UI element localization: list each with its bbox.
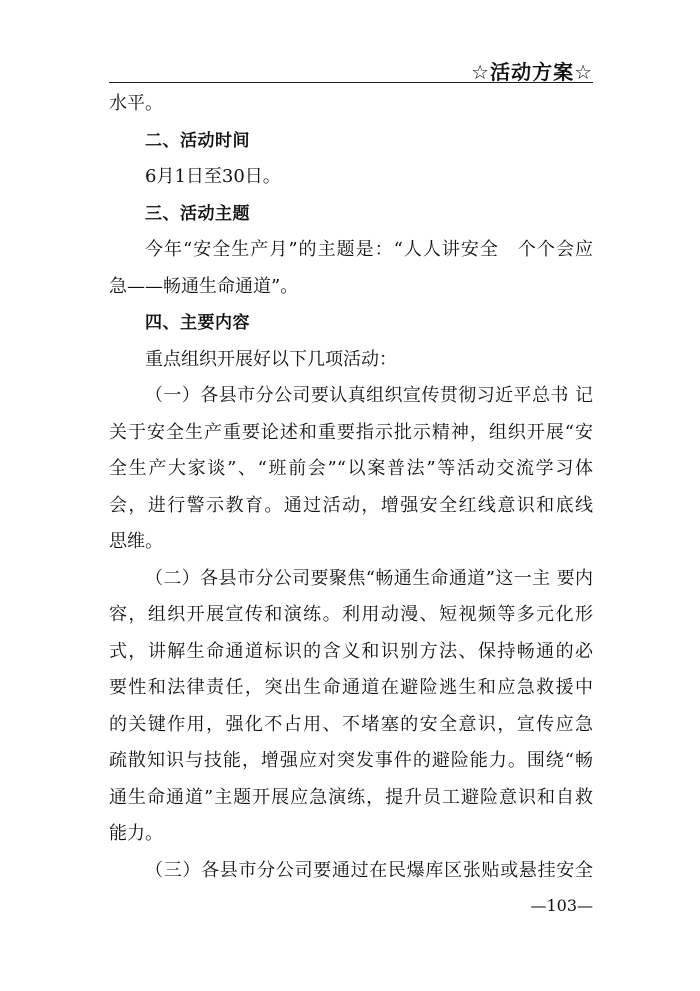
section-heading: 二、活动时间 — [145, 130, 250, 151]
paragraph-line: 急——畅通生命通道”。 — [109, 275, 299, 297]
paragraph-line: 能力。 — [109, 823, 163, 844]
paragraph-line: 要性和法律责任，突出生命通道在避险逃生和应急救援中 — [109, 677, 593, 698]
header-title: ☆活动方案☆ — [471, 60, 593, 84]
paragraph-line: 6月1日至30日。 — [145, 166, 281, 187]
paragraph-line: （二）各县市分公司要聚焦“畅通生命通道”这一主 要内 — [145, 567, 593, 589]
paragraph-line: 今年“安全生产月”的主题是：“人人讲安全 个个会应 — [145, 239, 593, 260]
running-header — [109, 54, 593, 84]
paragraph-line: 全生产大家谈”、“班前会”“以案普法”等活动交流学习体 — [109, 458, 593, 479]
page-number: —103— — [530, 896, 593, 915]
document-body — [109, 86, 593, 889]
paragraph-line: 通生命通道”主题开展应急演练，提升员工避险意识和自救 — [109, 786, 593, 808]
section-heading: 四、主要内容 — [145, 313, 250, 333]
paragraph-line: 思维。 — [109, 531, 163, 552]
paragraph-line: 式，讲解生命通道标识的含义和识别方法、保持畅通的必 — [109, 640, 593, 662]
paragraph-line: （三）各县市分公司要通过在民爆库区张贴或悬挂安全 — [145, 859, 593, 881]
paragraph-line: 疏散知识与技能，增强应对突发事件的避险能力。围绕“畅 — [109, 750, 593, 771]
paragraph-line: 的关键作用，强化不占用、不堵塞的安全意识，宣传应急 — [109, 713, 593, 735]
paragraph-line: 会，进行警示教育。通过活动，增强安全红线意识和底线 — [109, 494, 593, 516]
paragraph-line: （一）各县市分公司要认真组织宣传贯彻习近平总书 记 — [145, 385, 593, 406]
paragraph-line: 水平。 — [109, 93, 163, 114]
section-heading: 三、活动主题 — [145, 203, 250, 224]
paragraph-line: 重点组织开展好以下几项活动： — [145, 348, 397, 370]
header-divider — [109, 82, 593, 83]
paragraph-line: 关于安全生产重要论述和重要指示批示精神，组织开展“安 — [109, 421, 593, 443]
paragraph-line: 容，组织开展宣传和演练。利用动漫、短视频等多元化形 — [109, 604, 593, 625]
